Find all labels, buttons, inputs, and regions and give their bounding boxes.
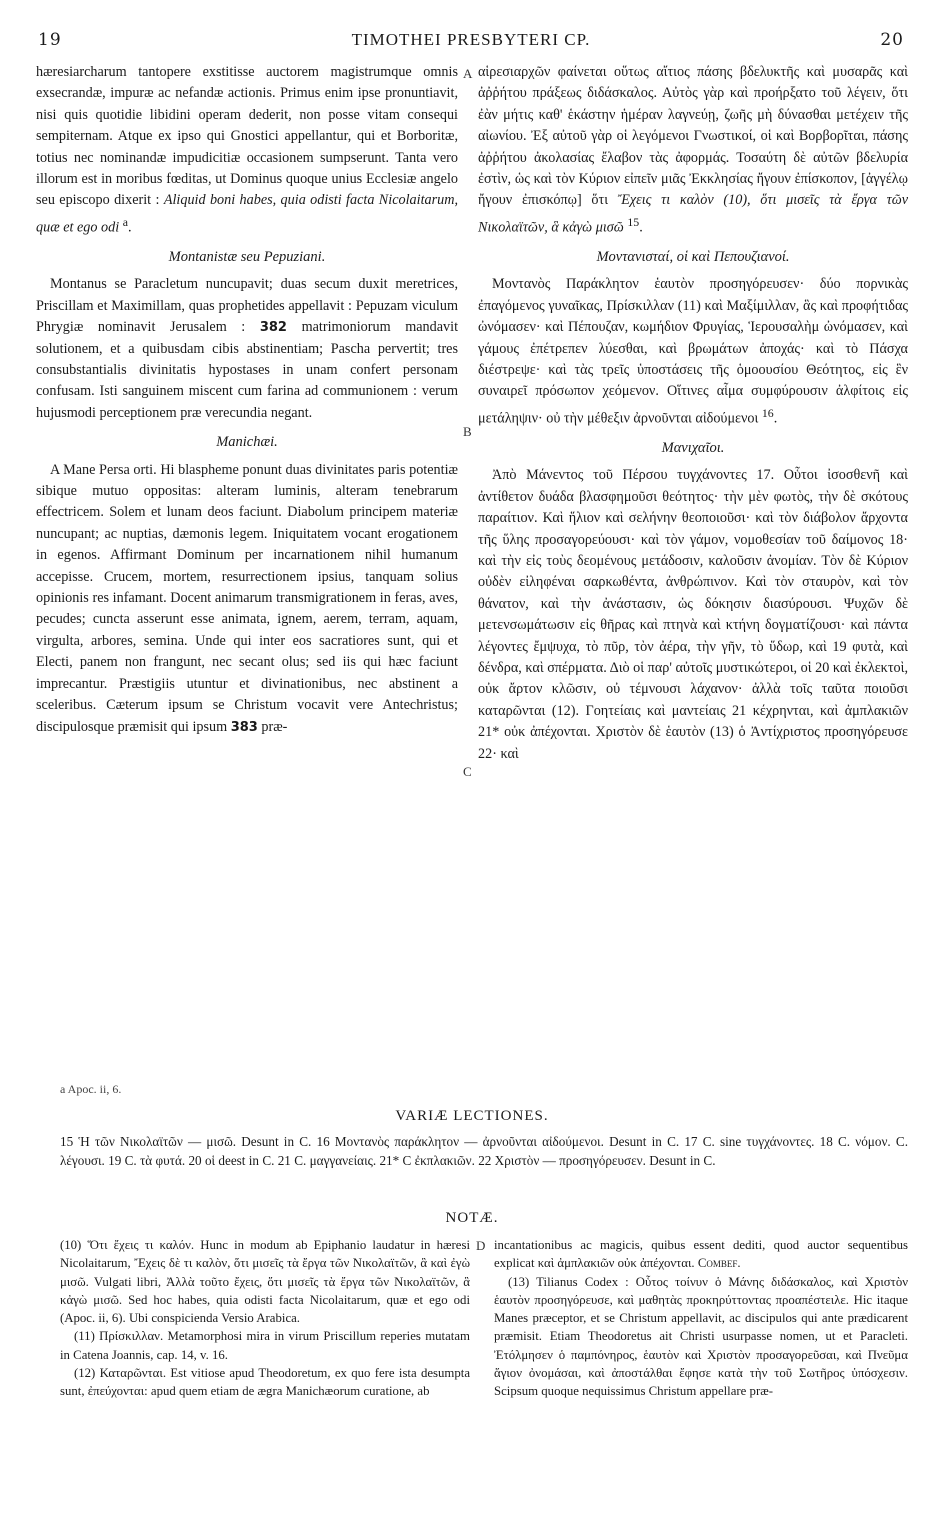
greek-text: Μοντανὸς Παράκλητον ἑαυτὸν προσηγόρευσεν· δύο πορνικὰς ἐπαγόμενος γυναῖκας, Πρίσκιλλαν (11) καὶ Μαξίμιλλαν, ἃς καὶ προφήτιδας ὠνόμασεν· καὶ Πέπουζαν, κωμήδιον Φρυγίας, Ἱερουσαλὴμ ὠνόμασεν, καὶ γάμους ἐπέτρεπεν λύεσθαι, καὶ βρωμάτων ἀποχάς· καὶ τὸ Πάσχα διέστρεψε· καὶ τὰς τρεῖς ὑποστάσεις τῆς ὁμοουσίου Θεότητος, εἰς ἓν συναιρεῖ πρόσωπον χεόμενον. Οἵτινες αἷμα συμφύρουσιν ἀλφίτοις εἰς μετάληψιν· οὐ τὴν μέθεξιν ἀρνοῦνται αἰδούμενοι — [478, 276, 908, 427]
note-lemma: (11) Πρίσκιλλαν. — [74, 1329, 164, 1344]
margin-letter-d: D — [476, 1238, 486, 1253]
section-heading-montanistae: Montanistæ seu Pepuziani. — [168, 248, 326, 265]
section-heading-manichaei: Manichæi. — [216, 434, 278, 451]
greek-quote: Ἔχεις τι καλὸν (10), ὅτι μισεῖς τὰ ἔργα τῶν Νικολαϊτῶν, ἃ κἀγὼ μισῶ — [478, 192, 909, 236]
greek-paragraph: Μοντανὸς Παράκλητον ἑαυτὸν προσηγόρευσεν· δύο πορνικὰς ἐπαγόμενος γυναῖκας, Πρίσκιλλαν (11) καὶ Μαξίμιλλαν, ἃς καὶ προφήτιδας ὠνόμασεν· καὶ Πέπουζαν, κωμήδιον Φρυγίας, Ἱερουσαλὴμ ὠνόμασεν, καὶ γάμους ἐπέτρεπεν λύεσθαι, καὶ βρωμάτων ἀποχάς· καὶ τὸ Πάσχα διέστρεψε· καὶ τὰς τρεῖς ὑποστάσεις τῆς ὁμοουσίου Θεότητος, εἰς ἓν συναιρεῖ πρόσωπον χεόμενον. Οἵτινες αἷμα συμφύρουσιν ἀλφίτοις εἰς μετάληψιν· οὐ τὴν μέθεξιν ἀρνοῦνται αἰδούμενοι $^{16}$. — [478, 276, 908, 427]
latin-text: matrimoniorum mandavit solutionem, et a quibusdam cibis abstinentiam; Pascha pervertit; tres consubstantialis divinitatis hypostases in unam confert personam confusam. Isti sanguinem miscent cum farina ad communionem : verum hujusmodi perceptionem præ verecundia negant. — [36, 319, 459, 421]
page-marker: 383 — [230, 719, 258, 735]
note-11 — [60, 1327, 470, 1364]
note-12-continued — [494, 1236, 908, 1273]
latin-text: A Mane Persa orti. Hi blaspheme ponunt duas divinitates paris potentiæ sibique mutuo oppositas: alteram luminis, alteram tenebrarum effectricem. Solem et lunam deos faciunt. Diabolum principem materiæ nuncupant; ac nuptias, dæmonis legem. Iniquitatem vocant erogationem in egenos. Affirmant Dominum per incarnationem nihil humanum accepisse. Crucem, mortem, resurrectionem ipsius, tanquam solius opinionis res infamant. Docent animarum transmigrationem in feras, aves, pecudes; cuncta asserunt esse animata, ignem, aerem, terram, aquam, virgulta, arbores, semina. Unde qui inter eos sacratiores sunt, qui et Electi, panem non frangunt, nec secant olus; sed iis qui hæc faciunt imprecantur. Præstigiis utuntur et divinationibus, nec abstinent a sceleribus. Cæterum ipsum se Christum vocavit vere Antechristus; discipulosque præmisit qui ipsum — [36, 461, 458, 735]
note-text: (Apoc. ii, 6). Ubi conspicienda Versio Arabica. — [60, 1311, 300, 1326]
note-author: Combef. — [697, 1256, 741, 1271]
note-text: Metamorphosi mira in virum Priscillum reperies mutatam in Catena Joannis, cap. 14, v. 16. — [60, 1329, 470, 1362]
page-marker: 382 — [259, 320, 287, 336]
margin-letter-a: A — [463, 66, 473, 81]
footnote-mark: 16 — [761, 405, 774, 420]
note-text: incantationibus ac magicis, quibus essent dediti, quod auctor sequentibus explicat καὶ ἀμπλακιῶν οὐκ ἀπέχονται. — [494, 1238, 908, 1271]
note-quote: Hic itaque Manes præceptor, et se Christum appellavit, ac discipulos qui ante prædicarent præmisit. — [494, 1292, 908, 1344]
note-text: Hunc in modum ab Epiphanio laudatur in hæresi Nicolaitarum, Ἔχεις δὲ τι καλὸν, ὅτι μισεῖς τὰ ἔργα τῶν Νικολαϊτῶν, ἃ καὶ ἐγὼ μισῶ. Vulgati libri, Ἀλλὰ τοῦτο ἔχεις, ὅτι μισεῖς τὰ ἔργα τῶν Νικολαϊτῶν, ἃ κἀγὼ μισῶ. — [60, 1238, 470, 1307]
latin-quote: Aliquid boni habes, quia odisti facta Nicolaitarum, quæ et ego odi — [36, 192, 459, 236]
latin-text: præ- — [261, 718, 288, 735]
footnote-mark: a — [122, 214, 128, 229]
latin-text: Montanus se Paracletum nuncupavit; duas secum duxit meretrices, Priscillam et Maximillam, quas prophetides appellavit : Pepuzam viculum Phrygiæ nominavit Jerusalem : — [36, 276, 458, 336]
note-text: (13) Tilianus Codex : Οὗτος τοίνυν ὁ Μάνης διδάσκαλος, καὶ Χριστὸν ἑαυτὸν προσηγόρευσε, καὶ μαθητὰς προκηρύττοντας προαπέστειλε. — [494, 1274, 908, 1307]
variae-heading: VARIÆ LECTIONES. — [395, 1108, 549, 1124]
page-number-left: 19 — [38, 30, 62, 50]
greek-column — [478, 62, 908, 765]
variae-text: 15 Ἡ τῶν Νικολαϊτῶν — μισῶ. Desunt in C. 16 Μοντανὸς παράκλητον — ἀρνοῦνται αἰδούμενοι. Desunt in C. 17 C. sine τυγχάνοντες. 18 C. νόμον. C. λέγουσι. 19 C. τὰ φυτά. 20 οἱ deest in C. 21 C. μαγγανείαις. 21* C ἐκπλακιῶν. 22 Χριστὸν — προσηγόρευσεν. Desunt in C. — [60, 1134, 908, 1168]
notes-left-column — [60, 1236, 470, 1401]
note-12 — [60, 1364, 470, 1401]
running-title: TIMOTHEI PRESBYTERI CP. — [351, 30, 591, 49]
note-13 — [494, 1273, 908, 1401]
notes-right-column — [494, 1236, 908, 1401]
footnote: a Apoc. ii, 6. — [60, 1082, 122, 1096]
margin-letter-b: B — [463, 424, 472, 439]
note-text: Est vitiose apud Theodoretum, ex quo fere ista desumpta sunt, ἐπεύχονται: apud quem etiam de ægra Manichæorum curatione, ab — [60, 1366, 471, 1399]
latin-paragraph: hæresiarcharum tantopere exstitisse auctorem magistrumque omnis exsecrandæ, impuræ ac nefandæ actionis. Primus enim ipse pronuntiavit, nisi quis quotidie libidini operam dederit, non posse vitam consequi sempiternam. Atque ex ipso qui Gnostici appellantur, qui et Borboritæ, totius nec nominandæ impudicitiæ occasionem sumpserunt. Tanta vero illorum est in moribus fœditas, ut Dominus quoque unius Ecclesiæ angelo seu episcopo dixerit : Aliquid boni habes, quia odisti facta Nicolaitarum, quæ et ego odi $^a$. — [36, 64, 459, 236]
page-number-right: 20 — [880, 30, 904, 50]
note-lemma: (12) Καταρῶνται. — [74, 1366, 167, 1381]
greek-text: αἱρεσιαρχῶν φαίνεται οὕτως αἴτιος πάσης βδελυκτῆς καὶ μυσαρᾶς καὶ ἀῤῥήτου πράξεως διδάσκαλος. Αὐτὸς γὰρ καὶ προήρξατο τοῦ λέγειν, ὅτι ἐὰν μήτις καθ' ἑκάστην ἡμέραν λαγνεύῃ, ζωῆς μὴ δύνασθαι μετέχειν τῆς αἰωνίου. Ἐξ αὐτοῦ γὰρ οἱ λεγόμενοι Γνωστικοί, οἱ καὶ Βορβορῖται, πάσης ἀῤῥήτου ἀκολασίας ἔλαβον τὰς ἀφορμάς. Τοσαύτη δὲ αὐτῶν βδελυρία ἐστὶν, ὡς καὶ τὸν Κύριον εἰπεῖν μιᾶς Ἐκκλησίας ἤγουν ἐπίσκοπον, [ἀγγέλῳ ἤγουν ἐπισκόπῳ] ὅτι — [478, 64, 908, 209]
section-heading-manichaioi: Μανιχαῖοι. — [661, 439, 725, 456]
note-10 — [60, 1236, 470, 1327]
note-lemma: (10) Ὅτι ἔχεις τι καλόν. — [60, 1238, 195, 1252]
running-head — [38, 30, 904, 56]
footnote-mark: 15 — [627, 214, 640, 229]
latin-text: hæresiarcharum tantopere exstitisse auctorem magistrumque omnis exsecrandæ, impuræ ac nefandæ actionis. Primus enim ipse pronuntiavit, nisi quis quotidie libidini operam dederit, non posse vitam consequi sempiternam. Atque ex ipso qui Gnostici appellantur, qui et Borboritæ, totius nec nominandæ impudicitiæ occasionem sumpserunt. Tanta vero illorum est in moribus fœditas, ut Dominus quoque unius Ecclesiæ angelo seu episcopo dixerit : — [36, 64, 458, 209]
note-quote: Sed hoc habes, quia odisti facta Nicolaitarum, quæ et ego odi — [128, 1292, 470, 1307]
note-quote: Scipsum quoque nequissimus Christum appellare præ- — [494, 1384, 774, 1399]
section-heading-montanistai: Μοντανισταί, οἱ καὶ Πεπουζιανοί. — [596, 248, 790, 265]
greek-paragraph: αἱρεσιαρχῶν φαίνεται οὕτως αἴτιος πάσης βδελυκτῆς καὶ μυσαρᾶς καὶ ἀῤῥήτου πράξεως διδάσκαλος. Αὐτὸς γὰρ καὶ προήρξατο τοῦ λέγειν, ὅτι ἐὰν μήτις καθ' ἑκάστην ἡμέραν λαγνεύῃ, ζωῆς μὴ δύνασθαι μετέχειν τῆς αἰωνίου. Ἐξ αὐτοῦ γὰρ οἱ λεγόμενοι Γνωστικοί, οἱ καὶ Βορβορῖται, πάσης ἀῤῥήτου ἀκολασίας ἔλαβον τὰς ἀφορμάς. Τοσαύτη δὲ αὐτῶν βδελυρία ἐστὶν, ὡς καὶ τὸν Κύριον εἰπεῖν μιᾶς Ἐκκλησίας ἤγουν ἐπίσκοπον, [ἀγγέλῳ ἤγουν ἐπισκόπῳ] ὅτι Ἔχεις τι καλὸν (10), ὅτι μισεῖς τὰ ἔργα τῶν Νικολαϊτῶν, ἃ κἀγὼ μισῶ $^{15}$. — [478, 64, 909, 236]
margin-letter-c: C — [463, 764, 472, 779]
latin-paragraph — [36, 460, 458, 738]
greek-paragraph: Ἀπὸ Μάνεντος τοῦ Πέρσου τυγχάνοντες 17. Οὗτοι ἰσοσθενῆ καὶ ἀντίθετον δυάδα βλασφημοῦσι θεότητος· τὴν μὲν φωτὸς, τὴν δὲ σκότους παραίτιον. Καὶ ἥλιον καὶ σελήνην θεοποιοῦσι· καὶ τὸν διάβολον ἄρχοντα τῆς ὕλης προσαγορεύουσι· καὶ τὸν γάμον, νομοθεσίαν τοῦ δαίμονος 18· καὶ τὴν εἰς τοὺς δεομένους μετάδοσιν, καλοῦσιν ἀνομίαν. Τὸν δὲ Κύριον οὐδὲν εἰληφέναι σαρκωθέντα, ἀνθρώπινον. Καὶ τὸν σταυρὸν, καὶ τὸν θάνατον, καὶ τὴν ἀνάστασιν, ὡς δόκησιν διασύρουσι. Ψυχῶν δὲ μετενσωμάτωσιν εἰς θῆρας καὶ πτηνὰ καὶ κτήνη δογματίζουσι· καὶ πάντα λέγοντες ἔμψυχα, τὸ πῦρ, τὸν ἀέρα, τὴν γῆν, τὸ ὕδωρ, καὶ 19 φυτὰ, καὶ δένδρα, καὶ σπέρματα. Διὸ οἱ παρ' αὐτοῖς μυστικώτεροι, οἱ 20 καὶ ἐκλεκτοὶ, οὐκ ἄρτον κλῶσιν, οὐ τέμνουσι λάχανον· ἀλλὰ τοῖς ταῦτα ποιοῦσι καταρῶνται (12). Γοητείαις καὶ μαντείαις 21 κέχρηνται, καὶ ἀμπλακιῶν 21* οὐκ ἀπέχονται. Χριστὸν δὲ ἑαυτὸν (13) ὁ Ἀντίχριστος προσηγόρευσε 22· καὶ — [478, 467, 908, 762]
latin-column — [36, 62, 458, 738]
notae-heading: NOTÆ. — [445, 1210, 499, 1226]
latin-paragraph — [36, 274, 458, 424]
note-text: Etiam Theodoretus ait Christi usurpasse nomen, ut et Paracleti. Ἐτόλμησεν ὁ παμπόνηρος, ἑαυτὸν καὶ Χριστὸν προσαγορεῦσαι, καὶ Πνεῦμα ἅγιον ὀνομάσαι, καὶ ἀποστάλθαι ἔφησε κατὰ τὴν τοῦ Σωτῆρος ὑπόσχεσιν. — [494, 1329, 908, 1381]
